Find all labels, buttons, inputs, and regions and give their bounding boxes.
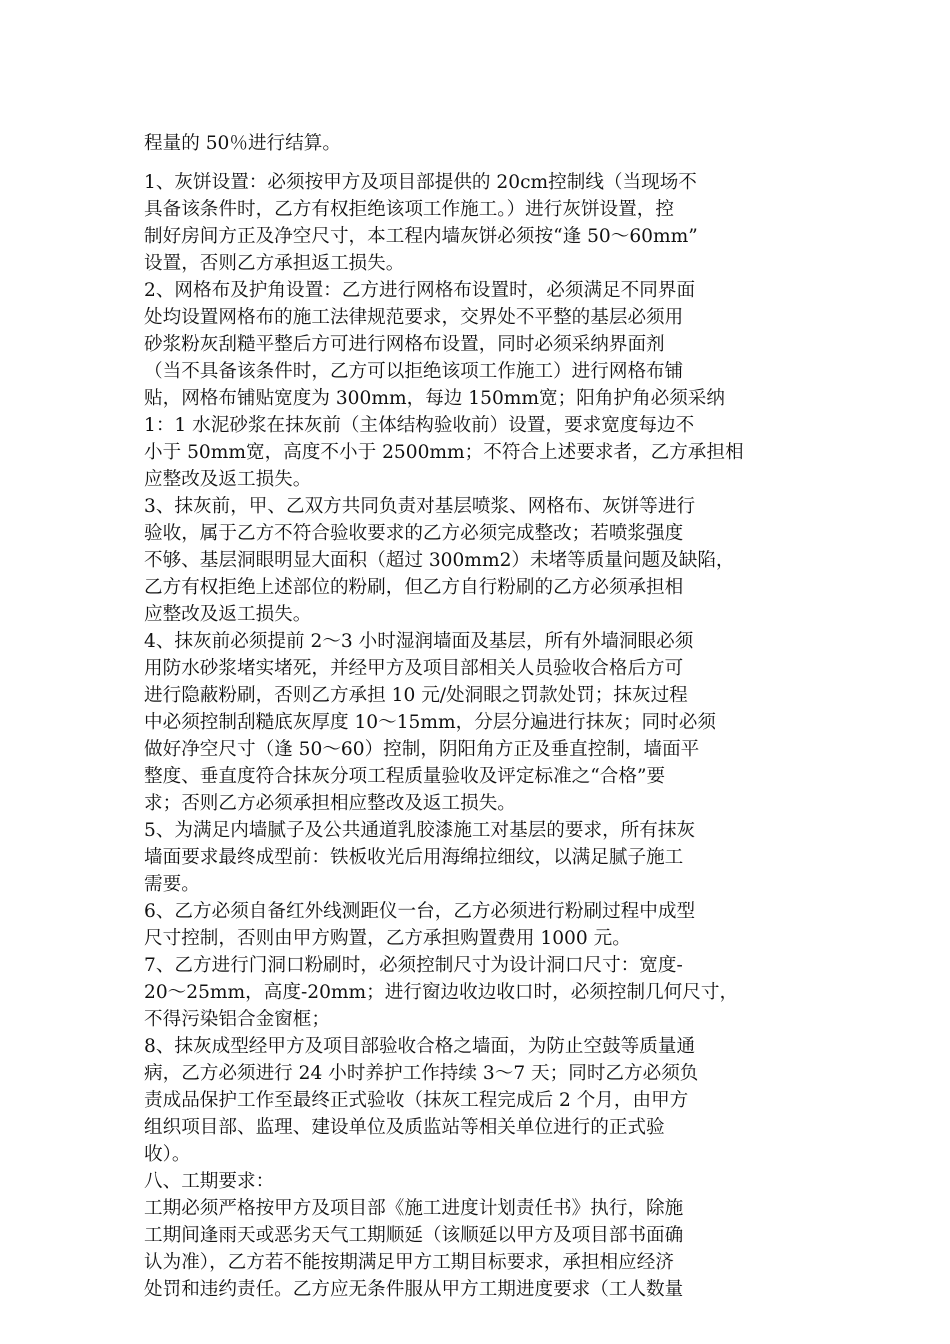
document-body bbox=[144, 130, 816, 1303]
text-line: 整度、垂直度符合抹灰分项工程质量验收及评定标准之“合格”要 bbox=[144, 766, 666, 787]
text-line: 病，乙方必须进行 24 小时养护工作持续 3～7 天；同时乙方必须负 bbox=[144, 1063, 699, 1084]
text-line: 做好净空尺寸（逢 50～60）控制，阴阳角方正及垂直控制，墙面平 bbox=[144, 739, 700, 760]
text-line: 责成品保护工作至最终正式验收（抹灰工程完成后 2 个月，由甲方 bbox=[144, 1090, 689, 1111]
text-line: 4、抹灰前必须提前 2～3 小时湿润墙面及基层，所有外墙洞眼必须 bbox=[144, 631, 694, 652]
text-line: 制好房间方正及净空尺寸，本工程内墙灰饼必须按“逢 50～60mm” bbox=[144, 226, 698, 247]
text-line: 工期必须严格按甲方及项目部《施工进度计划责任书》执行，除施 bbox=[144, 1198, 684, 1219]
text-line: 处罚和违约责任。乙方应无条件服从甲方工期进度要求（工人数量 bbox=[144, 1279, 684, 1300]
text-line: 具备该条件时，乙方有权拒绝该项工作施工。）进行灰饼设置，控 bbox=[144, 199, 674, 220]
paragraph-gap bbox=[144, 157, 816, 169]
text-line: （当不具备该条件时，乙方可以拒绝该项工作施工）进行网格布铺 bbox=[144, 361, 684, 382]
text-line: 组织项目部、监理、建设单位及质监站等相关单位进行的正式验 bbox=[144, 1117, 665, 1138]
text-line: 进行隐蔽粉刷，否则乙方承担 10 元/处洞眼之罚款处罚；抹灰过程 bbox=[144, 685, 688, 706]
text-line: 程量的 50％进行结算。 bbox=[144, 133, 341, 154]
text-line: 求；否则乙方必须承担相应整改及返工损失。 bbox=[144, 793, 516, 814]
text-line: 不得污染铝合金窗框； bbox=[144, 1009, 330, 1030]
text-line: 应整改及返工损失。 bbox=[144, 469, 312, 490]
text-line: 7、乙方进行门洞口粉刷时，必须控制尺寸为设计洞口尺寸：宽度- bbox=[144, 955, 683, 976]
text-line: 验收，属于乙方不符合验收要求的乙方必须完成整改；若喷浆强度 bbox=[144, 523, 684, 544]
text-line: 收）。 bbox=[144, 1144, 191, 1165]
text-line: 贴，网格布铺贴宽度为 300mm，每边 150mm宽；阳角护角必须采纳 bbox=[144, 388, 725, 409]
text-line: 3、抹灰前，甲、乙双方共同负责对基层喷浆、网格布、灰饼等进行 bbox=[144, 496, 696, 517]
text-line: 设置，否则乙方承担返工损失。 bbox=[144, 253, 405, 274]
text-line: 用防水砂浆堵实堵死，并经甲方及项目部相关人员验收合格后方可 bbox=[144, 658, 684, 679]
text-line: 中必须控制刮糙底灰厚度 10～15mm，分层分遍进行抹灰；同时必须 bbox=[144, 712, 716, 733]
text-line: 1、灰饼设置：必须按甲方及项目部提供的 20cm控制线（当现场不 bbox=[144, 172, 697, 193]
text-line: 5、为满足内墙腻子及公共通道乳胶漆施工对基层的要求，所有抹灰 bbox=[144, 820, 696, 841]
text-line: 8、抹灰成型经甲方及项目部验收合格之墙面，为防止空鼓等质量通 bbox=[144, 1036, 696, 1057]
text-line: 墙面要求最终成型前：铁板收光后用海绵拉细纹，以满足腻子施工 bbox=[144, 847, 684, 868]
text-line: 工期间逢雨天或恶劣天气工期顺延（该顺延以甲方及项目部书面确 bbox=[144, 1225, 684, 1246]
text-line: 砂浆粉灰刮糙平整后方可进行网格布设置，同时必须采纳界面剂 bbox=[144, 334, 665, 355]
text-line: 20～25mm，高度-20mm；进行窗边收边收口时，必须控制几何尺寸， bbox=[144, 982, 739, 1003]
text-line: 处均设置网格布的施工法律规范要求，交界处不平整的基层必须用 bbox=[144, 307, 684, 328]
text-line: 应整改及返工损失。 bbox=[144, 604, 312, 625]
text-line: 6、乙方必须自备红外线测距仪一台，乙方必须进行粉刷过程中成型 bbox=[144, 901, 696, 922]
text-line: 2、网格布及护角设置：乙方进行网格布设置时，必须满足不同界面 bbox=[144, 280, 696, 301]
text-line: 尺寸控制，否则由甲方购置，乙方承担购置费用 1000 元。 bbox=[144, 928, 631, 949]
text-line: 乙方有权拒绝上述部位的粉刷，但乙方自行粉刷的乙方必须承担相 bbox=[144, 577, 684, 598]
text-line: 需要。 bbox=[144, 874, 200, 895]
text-line: 1：1 水泥砂浆在抹灰前（主体结构验收前）设置，要求宽度每边不 bbox=[144, 415, 695, 436]
text-line: 认为准），乙方若不能按期满足甲方工期目标要求，承担相应经济 bbox=[144, 1252, 674, 1273]
text-line: 八、工期要求： bbox=[144, 1171, 275, 1192]
text-line: 不够、基层洞眼明显大面积（超过 300mm2）未堵等质量问题及缺陷， bbox=[144, 550, 735, 571]
text-line: 小于 50mm宽，高度不小于 2500mm；不符合上述要求者，乙方承担相 bbox=[144, 442, 744, 463]
